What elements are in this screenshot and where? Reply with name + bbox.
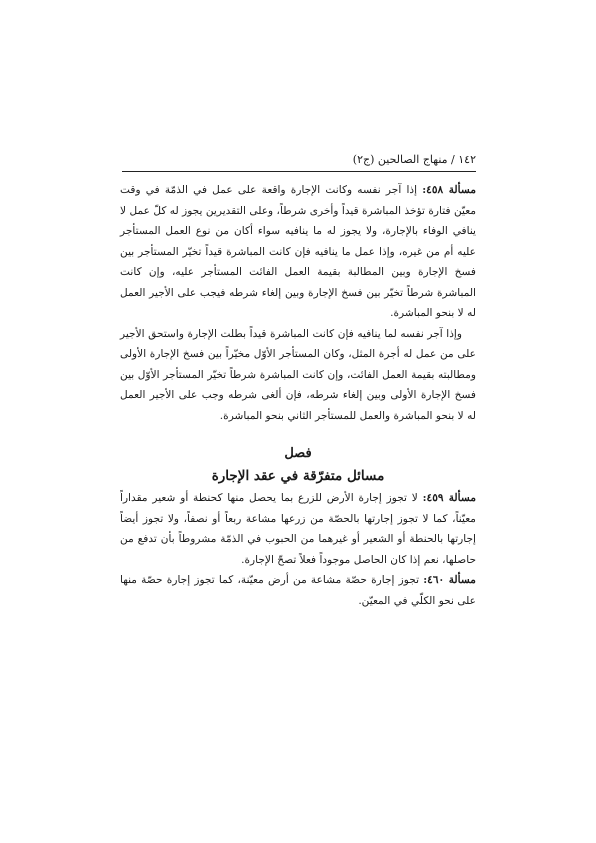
running-header: ١٤٢ / منهاج الصالحين (ج٢): [352, 153, 476, 166]
section-spacer: [120, 426, 476, 444]
masala-460-paragraph: [120, 570, 476, 611]
masala-458-paragraph: [120, 180, 476, 324]
page-body: [120, 180, 476, 611]
masala-460-text: تجوز إجارة حصّة مشاعة من أرض معيّنة، كما تجوز إجارة حصّة منها على نحو الكلّي في المعيّن.: [120, 574, 476, 607]
masala-458-continuation: وإذا آجر نفسه لما ينافيه فإن كانت المباشرة قيداً بطلت الإجارة واستحق الأجير على من عمل له أجرة المثل، وكان المستأجر الأوّل مخيّراً بين فسخ الإجارة الأولى ومطالبته بقيمة العمل الفائت، وإن كانت المباشرة شرطاً تخيّر المستأجر الأوّل بين فسخ الإجارة الأولى وبين إلغاء شرطه، فإن ألغى شرطه وجب على الأجير العمل له لا بنحو المباشرة والعمل للمستأجر الثاني بنحو المباشرة.: [120, 327, 476, 422]
header-rule: [122, 171, 476, 172]
masala-458-text: إذا آجر نفسه وكانت الإجارة واقعة على عمل في الذمّة في وقت معيّن فتارة تؤخذ المباشرة قيداً وأخرى شرطاً، وعلى التقديرين يجوز له كلّ عمل لا ينافي الوفاء بالإجارة، ولا يجوز له ما ينافيه سواء أكان من نوع العمل المستأجر عليه أم من غيره، وإذا عمل ما ينافيه فإن كانت المباشرة قيداً تخيّر المستأجر بين فسخ الإجارة وبين المطالبة بقيمة العمل الفائت المستأجر عليه، وإن كانت المباشرة شرطاً تخيّر بين فسخ الإجارة وبين إلغاء شرطه فيجب على الأجير العمل له لا بنحو المباشرة.: [120, 184, 476, 319]
section-heading: فصل: [284, 446, 312, 461]
section-title: مسائل متفرّقة في عقد الإجارة: [211, 468, 385, 484]
masala-459-label: مسألة ٤٥٩:: [422, 492, 476, 504]
masala-459-paragraph: [120, 488, 476, 570]
masala-460-label: مسألة ٤٦٠:: [423, 574, 476, 586]
masala-458-label: مسألة ٤٥٨:: [422, 184, 476, 196]
masala-459-text: لا تجوز إجارة الأرض للزرع بما يحصل منها كحنطة أو شعير مقداراً معيّناً، كما لا تجوز إجارتها بالحصّة من زرعها مشاعة ربعاً أو نصفاً، ولا تجوز أيضاً إجارتها بالحنطة أو الشعير أو غيرهما من الحبوب في الذمّة مشروطاً بأن تدفع من حاصلها، نعم إذا كان الحاصل موجوداً فعلاً تصحّ الإجارة.: [120, 492, 476, 566]
